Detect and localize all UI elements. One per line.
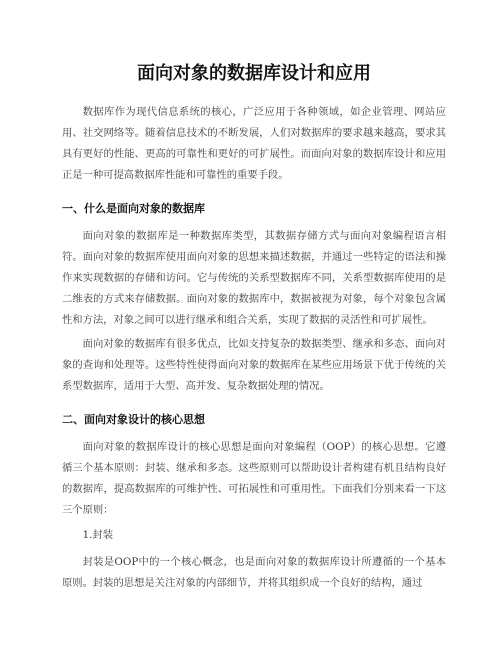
- section-1-heading: 一、什么是面向对象的数据库: [62, 202, 205, 215]
- section-1-paragraph-1: 面向对象的数据库是一种数据库类型，其数据存储方式与面向对象编程语言相符。面向对象的数据库使用面向对象的思想来描述数据，并通过一些特定的语法和操作来实现数据的存储和访问。它与传统的关系型数据库不同，关系型数据库使用的是二维表的方式来存储数据。面向对象的数据库中，数据被视为对象，每个对象包含属性和方法，对象之间可以进行继承和组合关系，实现了数据的灵活性和可扩展性。: [62, 230, 446, 326]
- section-2-paragraph-2: 封装是OOP中的一个核心概念，也是面向对象的数据库设计所遵循的一个基本原则。封装的思想是关注对象的内部细节，并将其组织成一个良好的结构，通过: [62, 556, 446, 589]
- section-2-heading: 二、面向对象设计的核心思想: [62, 413, 205, 426]
- section-1-paragraph-2: 面向对象的数据库有很多优点，比如支持复杂的数据类型、继承和多态、面向对象的查询和处理等。这些特性使得面向对象的数据库在某些应用场景下优于传统的关系型数据库，适用于大型、高并发、复杂数据处理的情况。: [62, 338, 446, 392]
- intro-paragraph: 数据库作为现代信息系统的核心，广泛应用于各种领域，如企业管理、网站应用、社交网络等。随着信息技术的不断发展，人们对数据库的要求越来越高，要求其具有更好的性能、更高的可靠性和更好的可扩展性。而面向对象的数据库设计和应用正是一种可提高数据库性能和可靠性的重要手段。: [62, 106, 446, 181]
- subsection-encapsulation-heading: 1.封装: [82, 529, 114, 541]
- document-title: 面向对象的数据库设计和应用: [137, 63, 371, 84]
- section-2-paragraph-1: 面向对象的数据库设计的核心思想是面向对象编程（OOP）的核心思想。它遵循三个基本原则：封装、继承和多态。这些原则可以帮助设计者构建有机且结构良好的数据库，提高数据库的可维护性、可拓展性和可重用性。下面我们分别来看一下这三个原则：: [62, 441, 446, 516]
